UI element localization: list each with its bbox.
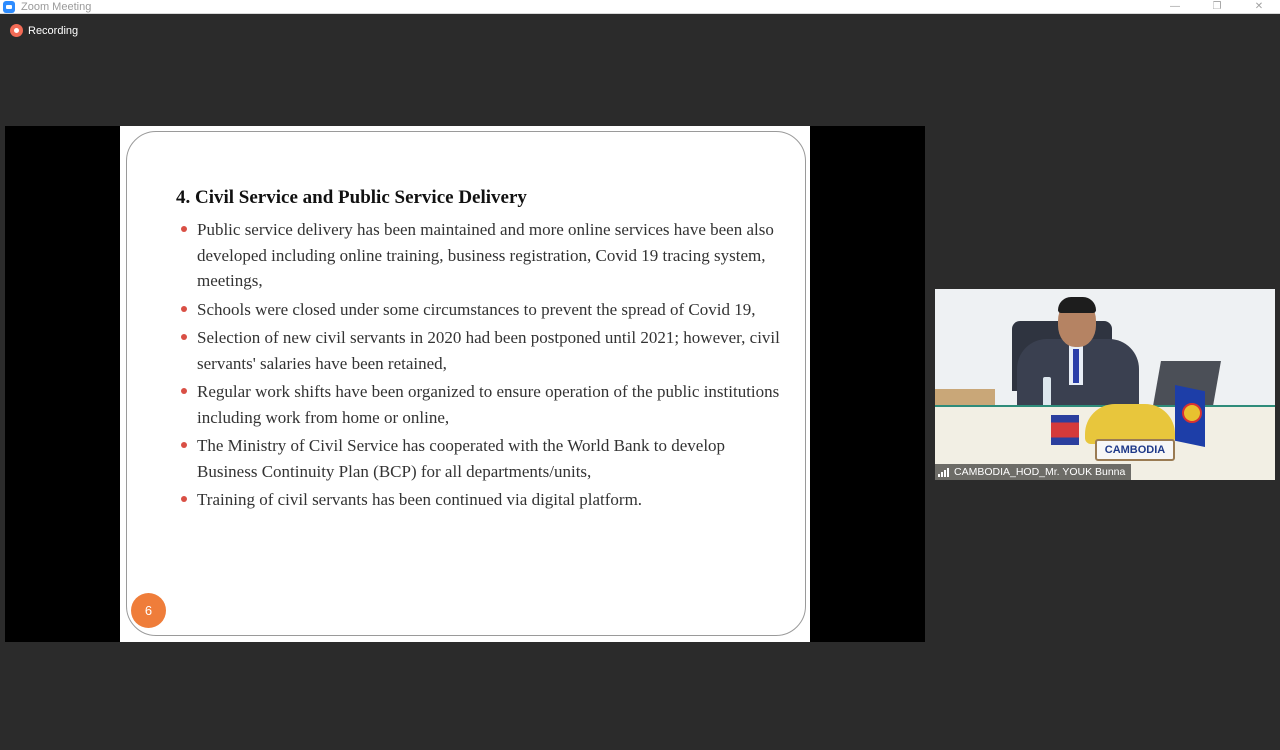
bullet-dot-icon (181, 306, 187, 312)
slide-page-number: 6 (131, 593, 166, 628)
slide-bullet (180, 379, 780, 430)
bullet-dot-icon (181, 496, 187, 502)
recording-indicator[interactable] (10, 24, 78, 37)
slide-title: 4. Civil Service and Public Service Delivery (176, 187, 527, 208)
close-button[interactable]: ✕ (1254, 1, 1264, 12)
cambodia-flag-icon (1051, 415, 1079, 445)
bullet-text: Regular work shifts have been organized to ensure operation of the public institutions including work from home or online, (197, 382, 780, 427)
participant-name-bar (935, 464, 1131, 480)
window-titlebar (0, 0, 1280, 14)
recording-icon (10, 24, 23, 37)
bullet-text: Public service delivery has been maintained and more online services have been also developed including online training, business registration, Covid 19 tracing system, meetings, (197, 220, 774, 290)
slide-bullet (180, 325, 780, 376)
video-tie (1073, 349, 1079, 383)
window-controls (1154, 0, 1280, 14)
participant-name: CAMBODIA_HOD_Mr. YOUK Bunna (954, 466, 1126, 478)
restore-button[interactable]: ❐ (1212, 1, 1222, 12)
slide-bullet (180, 297, 780, 323)
bullet-dot-icon (181, 388, 187, 394)
bullet-text: Schools were closed under some circumstances to prevent the spread of Covid 19, (197, 299, 756, 319)
slide-bullet (180, 433, 780, 484)
video-water-bottle (1043, 377, 1051, 407)
bullet-dot-icon (181, 442, 187, 448)
slide-bullet (180, 217, 780, 294)
signal-bars-icon (938, 467, 949, 477)
slide-bullet (180, 487, 780, 513)
bullet-text: Training of civil servants has been continued via digital platform. (197, 490, 643, 509)
participant-video-tile[interactable] (935, 289, 1275, 480)
desk-nameplate: CAMBODIA (1095, 439, 1175, 461)
bullet-dot-icon (181, 226, 187, 232)
recording-label: Recording (28, 24, 79, 37)
window-title: Zoom Meeting (21, 0, 92, 13)
presentation-slide (120, 126, 810, 642)
slide-bullet-list (180, 217, 780, 516)
zoom-app-icon (3, 1, 15, 13)
video-person-hair (1058, 297, 1096, 313)
asean-flag-icon (1175, 385, 1205, 447)
minimize-button[interactable]: — (1170, 1, 1180, 12)
shared-screen (5, 126, 925, 642)
bullet-dot-icon (181, 334, 187, 340)
video-flowers (1085, 404, 1175, 444)
bullet-text: Selection of new civil servants in 2020 had been postponed until 2021; however, civil servants' salaries have been retained, (197, 328, 780, 373)
bullet-text: The Ministry of Civil Service has cooperated with the World Bank to develop Business Continuity Plan (BCP) for all departments/units, (197, 436, 726, 481)
